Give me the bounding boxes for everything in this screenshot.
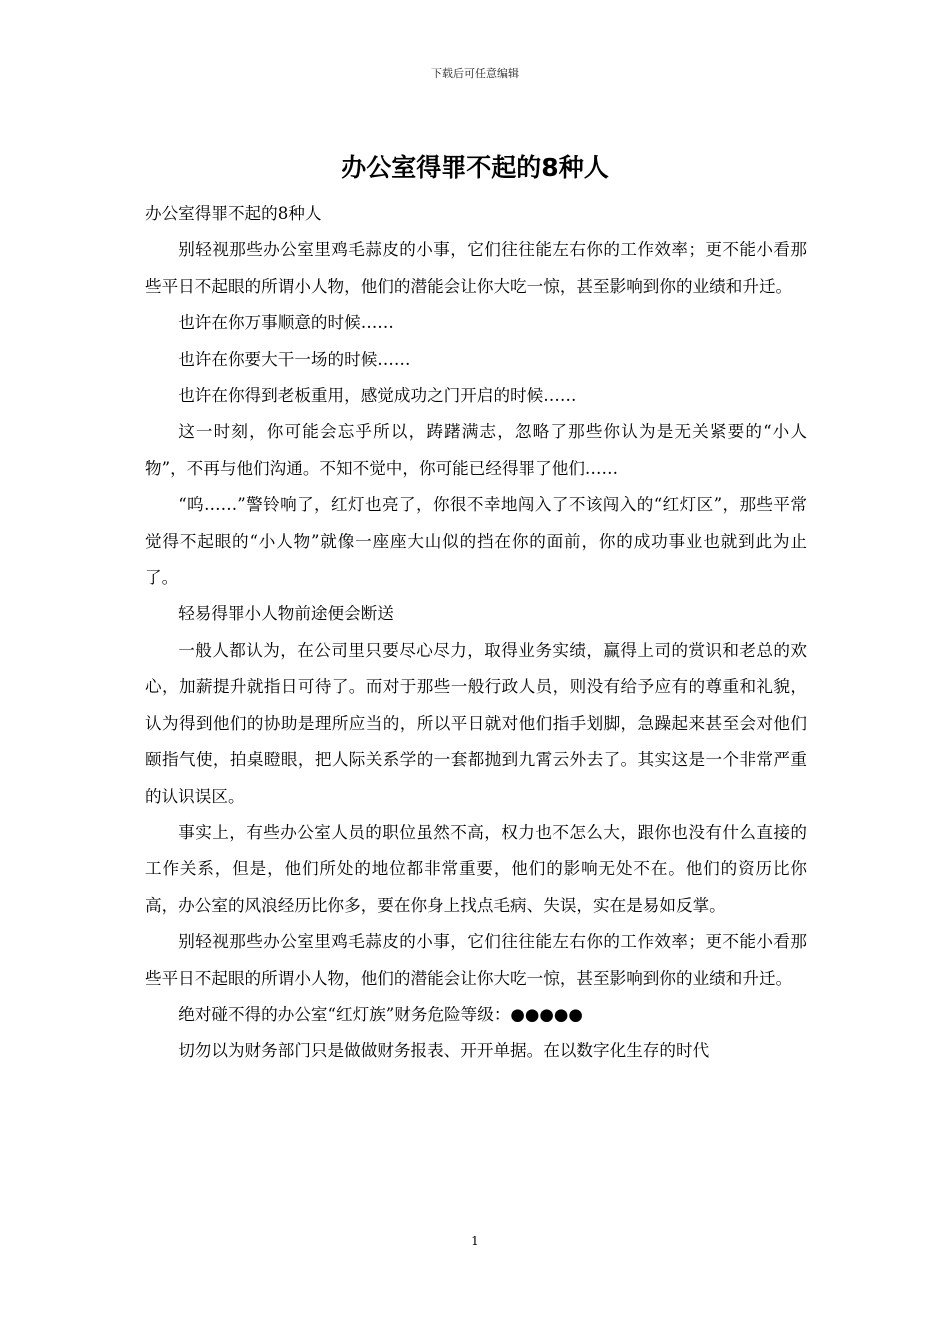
paragraph: 别轻视那些办公室里鸡毛蒜皮的小事，它们往往能左右你的工作效率；更不能小看那些平日不起眼的所谓小人物，他们的潜能会让你大吃一惊，甚至影响到你的业绩和升迁。 [145, 240, 807, 296]
section-heading: 轻易得罪小人物前途便会断送 [178, 604, 394, 624]
paragraph-subtitle: 办公室得罪不起的8种人 [145, 204, 322, 223]
document-title: 办公室得罪不起的8种人 [341, 153, 609, 182]
paragraph: 这一时刻，你可能会忘乎所以，踌躇满志，忽略了那些你认为是无关紧要的“小人物”，不再与他们沟通。不知不觉中，你可能已经得罪了他们…… [145, 422, 807, 478]
page-header-note: 下载后可任意编辑 [431, 67, 519, 80]
paragraph: 别轻视那些办公室里鸡毛蒜皮的小事，它们往往能左右你的工作效率；更不能小看那些平日不起眼的所谓小人物，他们的潜能会让你大吃一惊，甚至影响到你的业绩和升迁。 [145, 932, 807, 988]
paragraph: 一般人都认为，在公司里只要尽心尽力，取得业务实绩，赢得上司的赏识和老总的欢心，加薪提升就指日可待了。而对于那些一般行政人员，则没有给予应有的尊重和礼貌，认为得到他们的协助是理所应当的，所以平日就对他们指手划脚，急躁起来甚至会对他们颐指气使，拍桌瞪眼，把人际关系学的一套都抛到九霄云外去了。其实这是一个非常严重的认识误区。 [145, 640, 807, 806]
paragraph: “呜……”警铃响了，红灯也亮了，你很不幸地闯入了不该闯入的“红灯区”，那些平常觉得不起眼的“小人物”就像一座座大山似的挡在你的面前，你的成功事业也就到此为止了。 [145, 495, 807, 588]
paragraph: 也许在你得到老板重用，感觉成功之门开启的时候…… [178, 386, 577, 406]
paragraph: 事实上，有些办公室人员的职位虽然不高，权力也不怎么大，跟你也没有什么直接的工作关系，但是，他们所处的地位都非常重要，他们的影响无处不在。他们的资历比你高，办公室的风浪经历比你多，要在你身上找点毛病、失误，实在是易如反掌。 [145, 822, 807, 915]
paragraph: 也许在你要大干一场的时候…… [178, 349, 411, 369]
document-body [145, 196, 807, 1070]
risk-level-heading: 绝对碰不得的办公室“红灯族”财务危险等级：●●●●● [178, 1004, 583, 1024]
paragraph: 也许在你万事顺意的时候…… [178, 313, 394, 333]
page-number: 1 [471, 1234, 479, 1248]
paragraph: 切勿以为财务部门只是做做财务报表、开开单据。在以数字化生存的时代 [178, 1041, 710, 1061]
